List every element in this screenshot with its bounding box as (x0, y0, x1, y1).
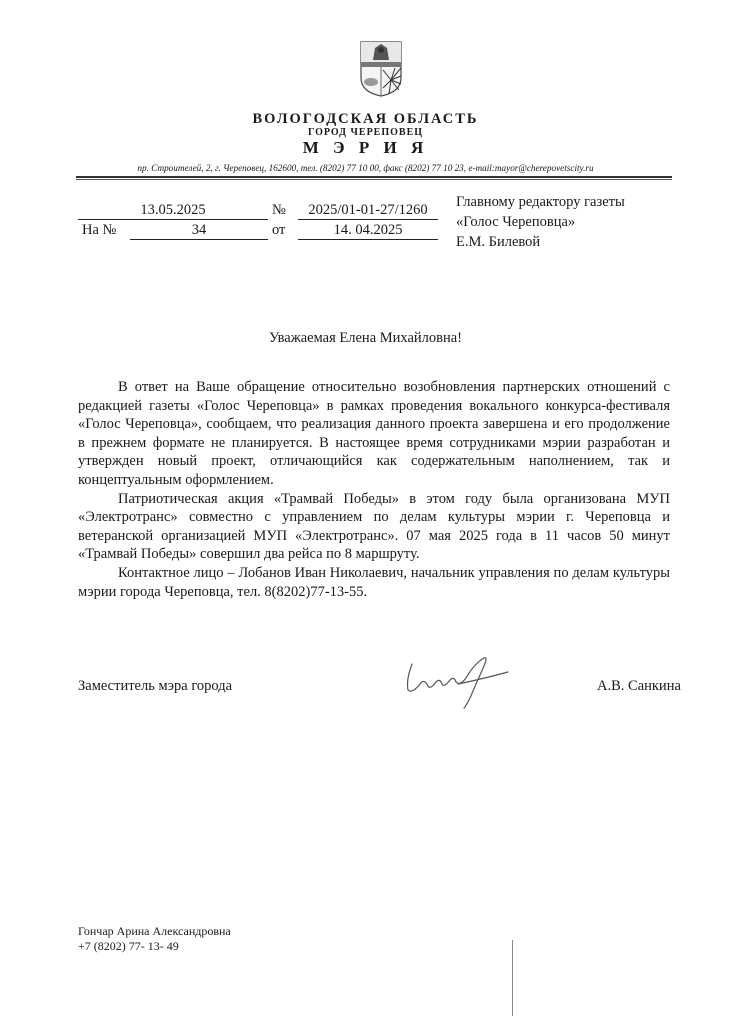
reference-date-label: от (272, 222, 286, 238)
letterhead-address: пр. Строителей, 2, г. Череповец, 162600, тел. (8202) 77 10 00, факс (8202) 77 10 23, e-mail:mayor@cherepovetscity.ru (137, 163, 594, 173)
outgoing-number-label: № (272, 202, 286, 218)
letter-body (78, 378, 670, 601)
addressee-block (456, 192, 625, 252)
body-paragraph: Контактное лицо – Лобанов Иван Николаевич, начальник управления по делам культуры мэрии города Череповца, тел. 8(8202)77-13-55. (78, 564, 670, 600)
addressee-line: Главному редактору газеты (456, 194, 625, 210)
reference-number-label: На № (82, 222, 117, 238)
addressee-line: «Голос Череповца» (456, 214, 576, 230)
city-heading: ГОРОД ЧЕРЕПОВЕЦ (307, 127, 424, 138)
signatory-position: Заместитель мэра города (78, 678, 233, 694)
signatory-name: А.В. Санкина (597, 678, 681, 694)
addressee-line: Е.М. Билевой (456, 234, 541, 250)
outgoing-number: 2025/01-01-27/1260 (298, 202, 438, 220)
reference-number: 34 (130, 222, 268, 240)
scan-artifact-line (512, 940, 513, 1016)
region-heading: ВОЛОГОДСКАЯ ОБЛАСТЬ (252, 111, 479, 127)
letterhead-divider (76, 176, 672, 178)
coat-of-arms-icon (359, 40, 403, 98)
handwritten-signature (398, 650, 518, 712)
executor-phone: +7 (8202) 77- 13- 49 (78, 939, 179, 953)
executor-name: Гончар Арина Александровна (78, 924, 231, 938)
body-paragraph: Патриотическая акция «Трамвай Победы» в этом году была организована МУП «Электротранс» совместно с управлением по делам культуры мэрии г. Череповца и ветеранской организацией МУП «Электротранс». 07 мая 2025 года в 11 часов 50 минут «Трамвай Победы» совершил два рейса по 8 маршруту. (78, 490, 670, 563)
letterhead-divider-thin (76, 179, 672, 180)
greeting: Уважаемая Елена Михайловна! (268, 330, 463, 346)
body-paragraph: В ответ на Ваше обращение относительно возобновления партнерских отношений с редакцией газеты «Голос Череповца» в рамках проведения вокального конкурса-фестиваля «Голос Череповца», сообщаем, что реализация данного проекта завершена и его продолжение в прежнем формате не планируется. В настоящее время сотрудниками мэрии разработан и утвержден новый проект, отличающийся как содержательным наполнением, так и концептуальным оформлением. (78, 379, 670, 488)
institution-heading: М Э Р И Я (302, 138, 429, 157)
outgoing-date: 13.05.2025 (78, 202, 268, 220)
reference-date: 14. 04.2025 (298, 222, 438, 240)
